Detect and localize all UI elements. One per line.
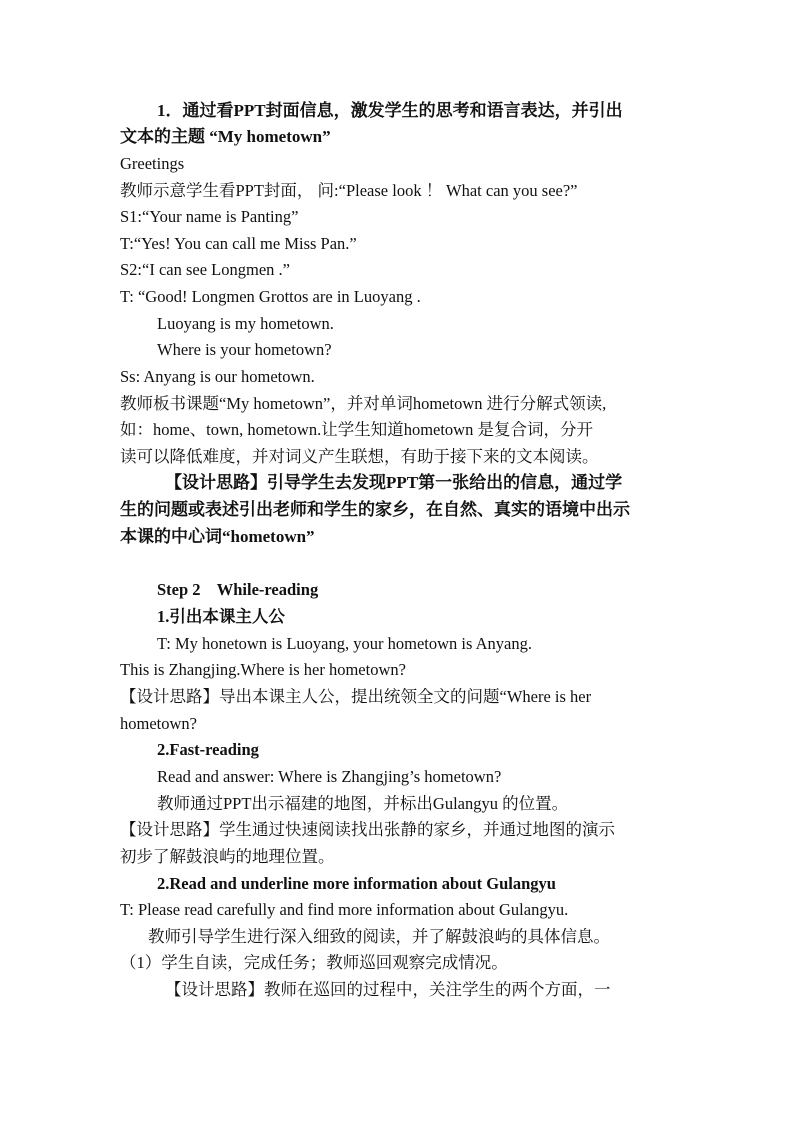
- text-line: Greetings: [120, 154, 185, 173]
- text-line: Read and answer: Where is Zhangjing’s hometown?: [157, 767, 502, 786]
- step2-title: Step 2 While-reading: [157, 580, 319, 599]
- design-idea-line: 初步了解鼓浪屿的地理位置。: [120, 847, 335, 866]
- design-idea-line: 【设计思路】导出本课主人公，提出统领全文的问题“Where is her: [120, 687, 592, 706]
- text-line: Where is your hometown?: [157, 340, 332, 359]
- text-line: 教师通过PPT出示福建的地图，并标出Gulangyu 的位置。: [157, 794, 569, 813]
- design-idea-line: 【设计思路】教师在巡回的过程中，关注学生的两个方面，一: [165, 980, 611, 999]
- text-line: 教师引导学生进行深入细致的阅读，并了解鼓浪屿的具体信息。: [148, 927, 610, 946]
- text-line: 读可以降低难度，并对词义产生联想，有助于接下来的文本阅读。: [120, 447, 599, 466]
- text-line: S2:“I can see Longmen .”: [120, 260, 290, 279]
- design-idea-line: 【设计思路】学生通过快速阅读找出张静的家乡，并通过地图的演示: [120, 820, 615, 839]
- design-idea-line: hometown?: [120, 714, 197, 733]
- text-line: This is Zhangjing.Where is her hometown?: [120, 660, 406, 679]
- text-line: T:“Yes! You can call me Miss Pan.”: [120, 234, 357, 253]
- text-line: T: Please read carefully and find more information about Gulangyu.: [120, 900, 569, 919]
- subsection-title: 2.Read and underline more information about Gulangyu: [157, 874, 556, 893]
- design-idea-line: 【设计思路】引导学生去发现PPT第一张给出的信息，通过学: [165, 473, 623, 492]
- text-line: T: My honetown is Luoyang, your hometown is Anyang.: [157, 634, 532, 653]
- text-line: Luoyang is my hometown.: [157, 314, 334, 333]
- text-line: 如：home、town, hometown.让学生知道hometown 是复合词，分开: [120, 420, 593, 439]
- text-line: 教师示意学生看PPT封面， 问:“Please look ！ What can you see?”: [120, 181, 578, 200]
- text-line: （1）学生自读，完成任务；教师巡回观察完成情况。: [120, 953, 508, 972]
- design-idea-line: 生的问题或表述引出老师和学生的家乡，在自然、真实的语境中出示: [120, 500, 630, 519]
- text-line: S1:“Your name is Panting”: [120, 207, 299, 226]
- section1-heading-line2: 文本的主题 “My hometown”: [120, 127, 331, 146]
- text-line: Ss: Anyang is our hometown.: [120, 367, 315, 386]
- text-line: T: “Good! Longmen Grottos are in Luoyang .: [120, 287, 421, 306]
- section1-heading-line1: 1．通过看PPT封面信息，激发学生的思考和语言表达，并引出: [157, 101, 623, 120]
- design-idea-line: 本课的中心词“hometown”: [120, 527, 315, 546]
- subsection-title: 2.Fast-reading: [157, 740, 259, 759]
- text-line: 教师板书课题“My hometown”，并对单词hometown 进行分解式领读,: [120, 394, 607, 413]
- subsection-title: 1.引出本课主人公: [157, 607, 285, 626]
